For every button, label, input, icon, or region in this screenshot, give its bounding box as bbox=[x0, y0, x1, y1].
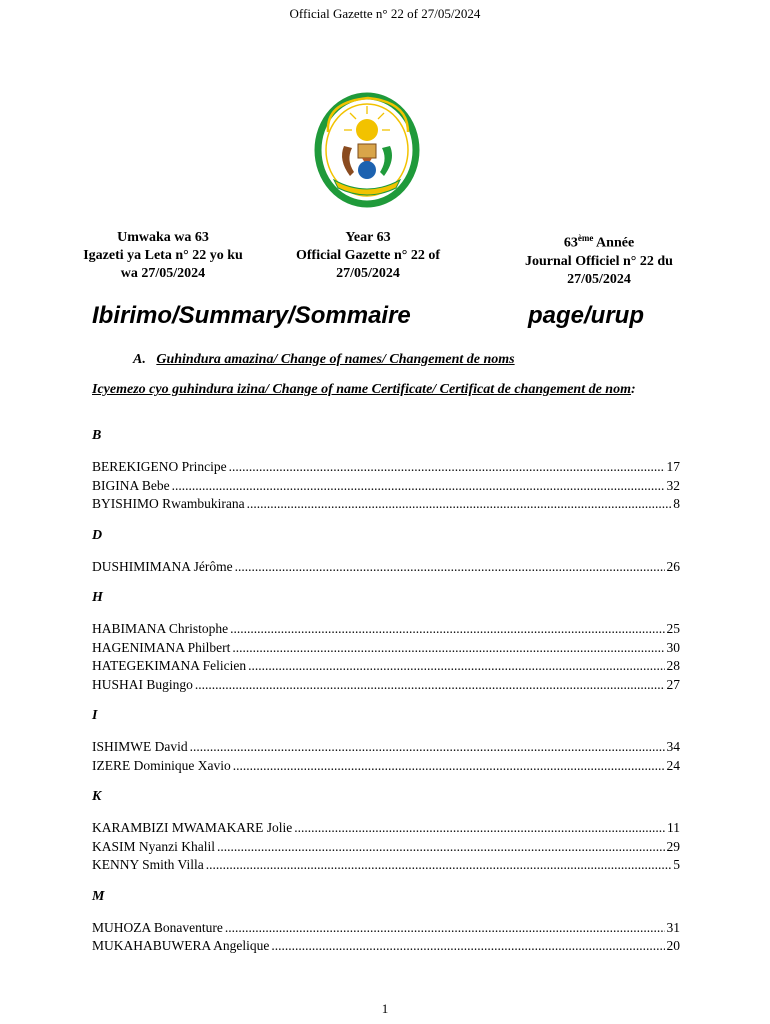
toc-entry[interactable]: HABIMANA Christophe ..... 25 bbox=[92, 620, 680, 639]
toc-letter-b: B bbox=[92, 428, 102, 443]
edition-info-english bbox=[263, 229, 473, 283]
gazette-number-fr: Journal Officiel n° 22 du bbox=[525, 253, 673, 269]
toc-entry[interactable]: BEREKIGENO Principe ..... 17 bbox=[92, 458, 680, 477]
year-label-fr: 63ème Année bbox=[563, 233, 635, 251]
toc-entry[interactable]: IZERE Dominique Xavio ..... 24 bbox=[92, 757, 680, 776]
toc-entry[interactable]: HATEGEKIMANA Felicien ..... 28 bbox=[92, 657, 680, 676]
gazette-date-fr: 27/05/2024 bbox=[567, 271, 631, 287]
gazette-header: Official Gazette n° 22 of 27/05/2024 bbox=[289, 6, 481, 21]
coat-of-arms-emblem bbox=[314, 92, 420, 210]
edition-info-french bbox=[494, 229, 704, 289]
toc-entry[interactable]: KASIM Nyanzi Khalil ..... 29 bbox=[92, 838, 680, 857]
section-a-heading: A. Guhindura amazina/ Change of names/ Changement de noms bbox=[133, 352, 515, 367]
page-number: 1 bbox=[381, 1001, 389, 1016]
table-of-contents bbox=[92, 428, 680, 956]
gazette-date-en: 27/05/2024 bbox=[336, 266, 400, 281]
toc-entry[interactable]: MUKAHABUWERA Angelique ..... 20 bbox=[92, 937, 680, 956]
toc-letter-h: H bbox=[92, 590, 103, 605]
toc-entry[interactable]: HAGENIMANA Philbert ..... 30 bbox=[92, 639, 680, 658]
toc-entry[interactable]: BIGINA Bebe ..... 32 bbox=[92, 477, 680, 496]
page-column-title: page/urup bbox=[528, 302, 645, 329]
toc-letter-i: I bbox=[92, 708, 98, 723]
gazette-number-en: Official Gazette n° 22 of bbox=[296, 248, 440, 263]
toc-entry[interactable]: BYISHIMO Rwambukirana ..... 8 bbox=[92, 495, 680, 514]
toc-entry[interactable]: KARAMBIZI MWAMAKARE Jolie ..... 11 bbox=[92, 819, 680, 838]
year-label-rw: Umwaka wa 63 bbox=[117, 230, 209, 245]
toc-entry[interactable]: HUSHAI Bugingo ..... 27 bbox=[92, 676, 680, 695]
toc-letter-k: K bbox=[92, 789, 102, 804]
toc-entry[interactable]: ISHIMWE David ..... 34 bbox=[92, 738, 680, 757]
toc-entry[interactable]: KENNY Smith Villa ..... 5 bbox=[92, 856, 680, 875]
gazette-number-rw: Igazeti ya Leta n° 22 yo ku bbox=[83, 248, 243, 263]
toc-letter-d: D bbox=[92, 527, 103, 543]
certificate-subtitle: Icyemezo cyo guhindura izina/ Change of name Certificate/ Certificat de changement de nom: bbox=[92, 382, 636, 397]
toc-entry[interactable]: MUHOZA Bonaventure ..... 31 bbox=[92, 919, 680, 938]
summary-title: Ibirimo/Summary/Sommaire bbox=[92, 302, 411, 329]
year-label-en: Year 63 bbox=[345, 230, 391, 245]
toc-letter-m: M bbox=[92, 888, 105, 904]
edition-info-kinyarwanda bbox=[58, 229, 268, 283]
gazette-date-rw: wa 27/05/2024 bbox=[120, 266, 206, 281]
toc-entry[interactable]: DUSHIMIMANA Jérôme ..... 26 bbox=[92, 558, 680, 577]
